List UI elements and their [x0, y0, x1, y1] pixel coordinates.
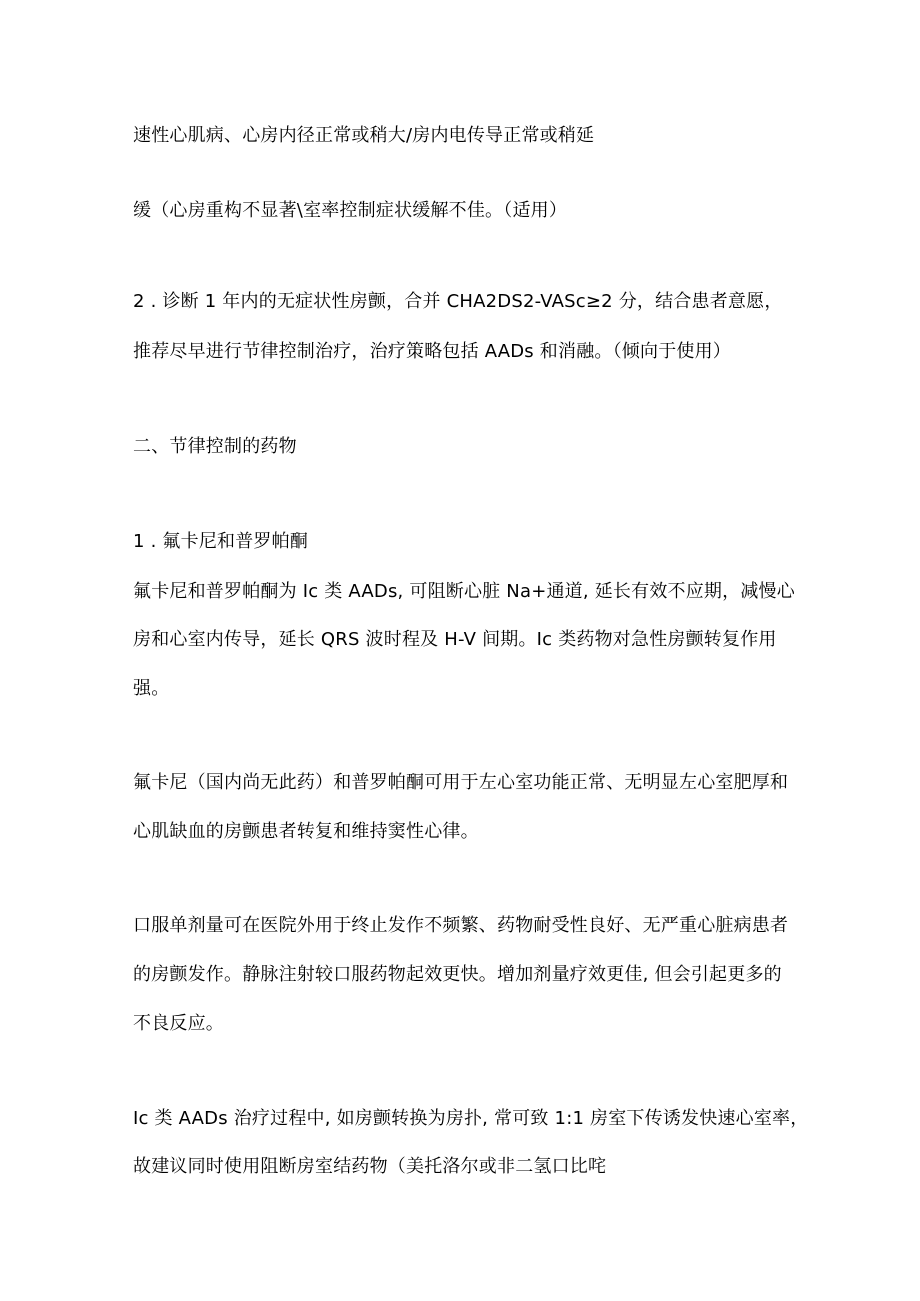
text-line: 强。	[133, 678, 170, 699]
text-line: 故建议同时使用阻断房室结药物（美托洛尔或非二氢口比咤	[133, 1156, 607, 1177]
text-line: 氟卡尼（国内尚无此药）和普罗帕酮可用于左心室功能正常、无明显左心室肥厚和	[133, 772, 789, 793]
section-heading: 二、节律控制的药物	[133, 436, 297, 457]
numbered-item: 2 . 诊断 1 年内的无症状性房颤，合并 CHA2DS2-VASc≥2 分，结合患者意愿，	[133, 291, 783, 312]
text-line: 的房颤发作。静脉注射较口服药物起效更快。增加剂量疗效更佳, 但会引起更多的	[133, 964, 782, 985]
text-line: 推荐尽早进行节律控制治疗，治疗策略包括 AADs 和消融。（倾向于使用）	[133, 341, 732, 362]
text-line: 氟卡尼和普罗帕酮为 Ic 类 AADs, 可阻断心脏 Na+通道, 延长有效不应期，减慢心	[133, 581, 795, 602]
text-line: 不良反应。	[133, 1013, 224, 1034]
text-line: 缓（心房重构不显著\室率控制症状缓解不佳。（适用）	[133, 200, 568, 221]
text-line: 速性心肌病、心房内径正常或稍大/房内电传导正常或稍延	[133, 125, 595, 146]
text-line: 口服单剂量可在医院外用于终止发作不频繁、药物耐受性良好、无严重心脏病患者	[133, 915, 789, 936]
subsection-heading: 1 . 氟卡尼和普罗帕酮	[133, 531, 309, 552]
text-line: 心肌缺血的房颤患者转复和维持窦性心律。	[133, 821, 479, 842]
text-line: Ic 类 AADs 治疗过程中, 如房颤转换为房扑, 常可致 1:1 房室下传诱发快速心室率，	[133, 1108, 809, 1129]
text-line: 房和心室内传导，延长 QRS 波时程及 H-V 间期。Ic 类药物对急性房颤转复作用	[133, 629, 777, 650]
